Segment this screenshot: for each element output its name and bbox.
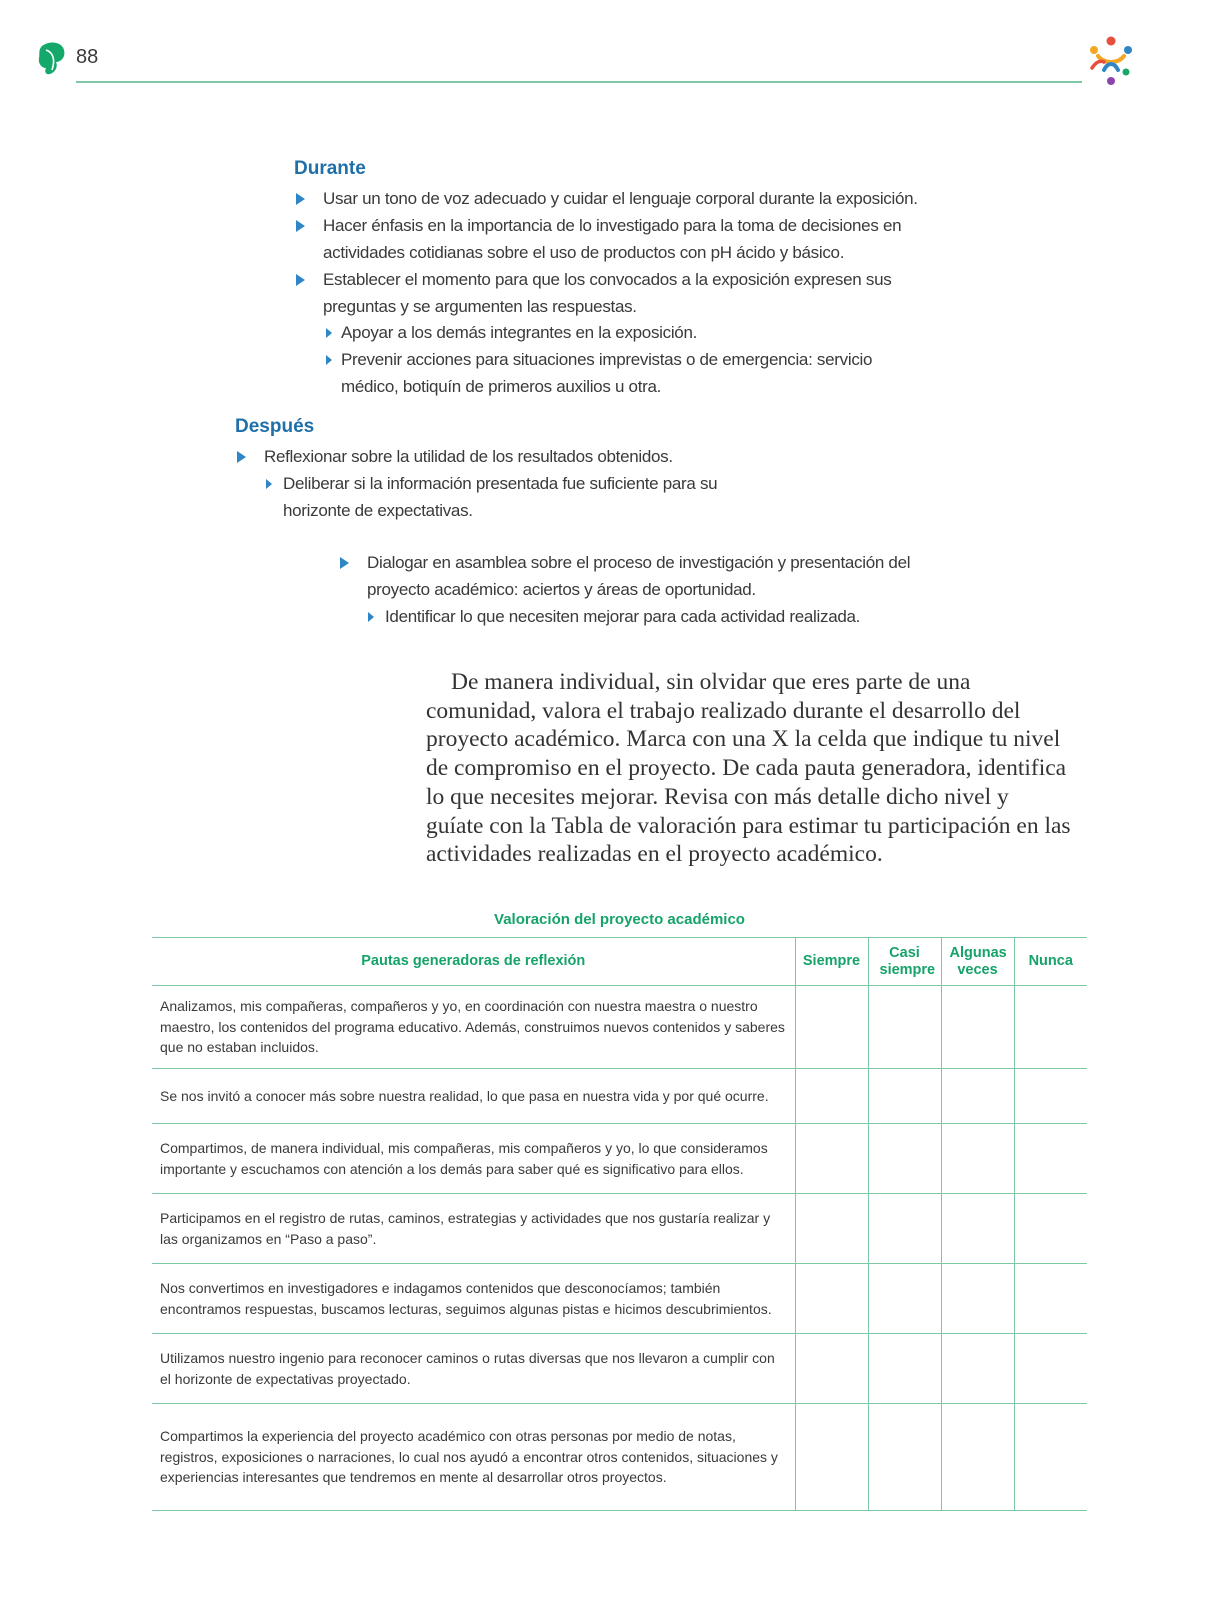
cell-siempre[interactable] — [795, 1264, 868, 1334]
durante-title: Durante — [294, 158, 366, 179]
despues-subitem-2: Identificar lo que necesiten mejorar para cada actividad realizada. — [368, 603, 988, 630]
durante-subitem-2: Prevenir acciones para situaciones imprevistas o de emergencia: servicio médico, botiquín de primeros auxilios u otra. — [326, 346, 906, 400]
cell-casi-siempre[interactable] — [868, 1124, 941, 1194]
cell-siempre[interactable] — [795, 1334, 868, 1404]
cell-algunas-veces[interactable] — [941, 1264, 1014, 1334]
table-row — [152, 1264, 1087, 1334]
table-row — [152, 1194, 1087, 1264]
cell-casi-siempre[interactable] — [868, 1069, 941, 1124]
table-header-row — [152, 938, 1087, 986]
despues-title: Después — [235, 416, 315, 437]
cell-algunas-veces[interactable] — [941, 1334, 1014, 1404]
cell-casi-siempre[interactable] — [868, 1334, 941, 1404]
table-title: Valoración del proyecto académico — [494, 911, 745, 928]
bullet-triangle-small-icon — [326, 328, 332, 338]
table-row — [152, 1124, 1087, 1194]
table-row — [152, 1334, 1087, 1404]
bullet-triangle-small-icon — [368, 612, 374, 622]
despues-item-1: Reflexionar sobre la utilidad de los resultados obtenidos. — [237, 443, 957, 470]
pauta-text: Utilizamos nuestro ingenio para reconocer caminos o rutas diversas que nos llevaron a cumplir con el horizonte de expectativas proyectado. — [152, 1334, 795, 1404]
pauta-text: Se nos invitó a conocer más sobre nuestra realidad, lo que pasa en nuestra vida y por qué ocurre. — [152, 1069, 795, 1124]
cell-nunca[interactable] — [1014, 1124, 1087, 1194]
durante-item-1: Usar un tono de voz adecuado y cuidar el lenguaje corporal durante la exposición. — [296, 185, 976, 212]
header-casi-siempre: Casi siempre — [868, 938, 941, 986]
cell-algunas-veces[interactable] — [941, 986, 1014, 1069]
bullet-triangle-small-icon — [266, 479, 272, 489]
bullet-triangle-icon — [296, 220, 305, 232]
cell-nunca[interactable] — [1014, 1194, 1087, 1264]
pauta-text: Compartimos la experiencia del proyecto académico con otras personas por medio de notas, registros, exposiciones o narraciones, lo cual nos ayudó a encontrar otros contenidos, situaciones y experiencias interesantes que tendremos en mente al desarrollar otros proyectos. — [152, 1404, 795, 1511]
despues-item-2: Dialogar en asamblea sobre el proceso de investigación y presentación del proyecto académico: aciertos y áreas de oportunidad. — [340, 549, 940, 603]
cell-nunca[interactable] — [1014, 1264, 1087, 1334]
durante-item-3: Establecer el momento para que los convocados a la exposición expresen sus preguntas y se argumenten las respuestas. — [296, 266, 936, 320]
page-number: 88 — [76, 46, 99, 68]
despues-subitem-1: Deliberar si la información presentada fue suficiente para su horizonte de expectativas. — [266, 470, 766, 524]
cell-nunca[interactable] — [1014, 1069, 1087, 1124]
bullet-triangle-small-icon — [326, 355, 332, 365]
header-divider — [76, 81, 1082, 83]
cell-siempre[interactable] — [795, 1404, 868, 1511]
cell-siempre[interactable] — [795, 986, 868, 1069]
cell-siempre[interactable] — [795, 1124, 868, 1194]
cell-nunca[interactable] — [1014, 1404, 1087, 1511]
cell-algunas-veces[interactable] — [941, 1069, 1014, 1124]
pauta-text: Participamos en el registro de rutas, caminos, estrategias y actividades que nos gustaría realizar y las organizamos en “Paso a paso”. — [152, 1194, 795, 1264]
cell-casi-siempre[interactable] — [868, 986, 941, 1069]
cell-siempre[interactable] — [795, 1194, 868, 1264]
header-siempre: Siempre — [795, 938, 868, 986]
durante-subitem-1: Apoyar a los demás integrantes en la exposición. — [326, 319, 966, 346]
cell-casi-siempre[interactable] — [868, 1194, 941, 1264]
header-algunas-veces: Algunas veces — [941, 938, 1014, 986]
cell-nunca[interactable] — [1014, 986, 1087, 1069]
table-row — [152, 986, 1087, 1069]
pauta-text: Compartimos, de manera individual, mis compañeras, mis compañeros y yo, lo que consideramos importante y escuchamos con atención a los demás para saber qué es significativo para ellos. — [152, 1124, 795, 1194]
cell-algunas-veces[interactable] — [941, 1404, 1014, 1511]
header-pautas: Pautas generadoras de reflexión — [152, 938, 795, 986]
durante-item-2: Hacer énfasis en la importancia de lo investigado para la toma de decisiones en actividades cotidianas sobre el uso de productos con pH ácido y básico. — [296, 212, 956, 266]
pauta-text: Nos convertimos en investigadores e indagamos contenidos que desconocíamos; también encontramos respuestas, buscamos lecturas, seguimos algunas pistas e hicimos descubrimientos. — [152, 1264, 795, 1334]
cell-algunas-veces[interactable] — [941, 1124, 1014, 1194]
cell-siempre[interactable] — [795, 1069, 868, 1124]
evaluation-table — [152, 937, 1087, 1511]
bullet-triangle-icon — [296, 274, 305, 286]
bullet-triangle-icon — [296, 193, 305, 205]
table-row — [152, 1404, 1087, 1511]
table-row — [152, 1069, 1087, 1124]
bullet-triangle-icon — [340, 557, 349, 569]
cell-casi-siempre[interactable] — [868, 1404, 941, 1511]
pauta-text: Analizamos, mis compañeras, compañeros y yo, en coordinación con nuestra maestra o nuestro maestro, los contenidos del programa educativo. Además, construimos nuevos contenidos y saberes que no estaban incluidos. — [152, 986, 795, 1069]
leaf-icon — [36, 40, 68, 76]
header-nunca: Nunca — [1014, 938, 1087, 986]
cell-algunas-veces[interactable] — [941, 1194, 1014, 1264]
cell-casi-siempre[interactable] — [868, 1264, 941, 1334]
bullet-triangle-icon — [237, 451, 246, 463]
cell-nunca[interactable] — [1014, 1334, 1087, 1404]
instruction-paragraph: De manera individual, sin olvidar que eres parte de una comunidad, valora el trabajo realizado durante el desarrollo del proyecto académico. Marca con una X la celda que indique tu nivel de compromiso en el proyecto. De cada pauta generadora, identifica lo que necesites mejorar. Revisa con más detalle dicho nivel y guíate con la Tabla de valoración para estimar tu participación en las actividades realizadas en el proyecto académico. — [426, 669, 1071, 868]
colorful-people-logo — [1082, 34, 1140, 86]
